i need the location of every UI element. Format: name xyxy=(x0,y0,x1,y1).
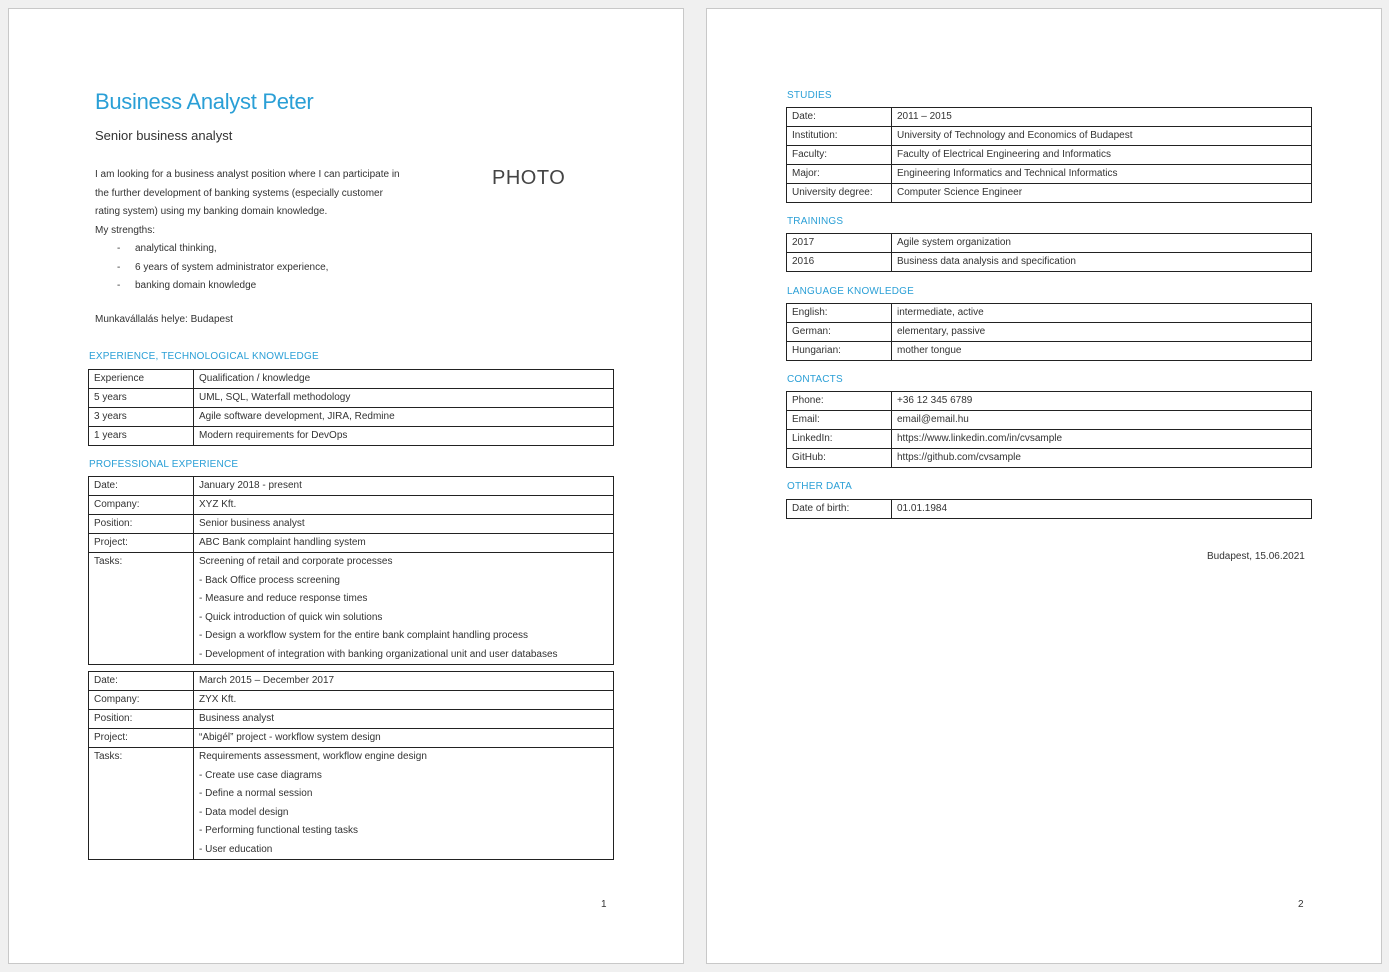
intro-line: rating system) using my banking domain knowledge. xyxy=(95,206,328,217)
other-data-heading: OTHER DATA xyxy=(787,481,852,492)
task-line: - Data model design xyxy=(199,806,289,818)
language-table xyxy=(786,303,1312,361)
table-row: 1 years Modern requirements for DevOps xyxy=(89,427,614,446)
strength-item: - banking domain knowledge xyxy=(95,277,445,296)
bullet: - xyxy=(117,243,121,254)
task-line: - Create use case diagrams xyxy=(199,769,322,781)
task-line: - Quick introduction of quick win solutions xyxy=(199,611,383,623)
job-table-2 xyxy=(88,671,614,860)
experience-heading: EXPERIENCE, TECHNOLOGICAL KNOWLEDGE xyxy=(89,351,319,362)
tasks-cell xyxy=(194,748,614,860)
table-row: Date: March 2015 – December 2017 xyxy=(89,672,614,691)
table-row: Project: “Abigél” project - workflow system design xyxy=(89,729,614,748)
studies-table xyxy=(786,107,1312,203)
table-row: Tasks: Screening of retail and corporate processes - Back Office process screening - Measure and reduce response times - Quick introduction of quick win solutions - Design a workflow system for the entire bank complaint handling process - Development of integration with banking organizational unit and user databases xyxy=(89,553,614,665)
table-row: German: elementary, passive xyxy=(787,323,1312,342)
bullet: - xyxy=(117,261,121,273)
table-row: English: intermediate, active xyxy=(787,304,1312,323)
tasks-cell xyxy=(194,553,614,665)
task-line: - Measure and reduce response times xyxy=(199,593,368,604)
task-line: Screening of retail and corporate processes xyxy=(199,556,393,567)
cv-name: Business Analyst Peter xyxy=(95,89,314,114)
table-row: Project: ABC Bank complaint handling system xyxy=(89,534,614,553)
table-row: Institution: University of Technology and Economics of Budapest xyxy=(787,127,1312,146)
intro-line: the further development of banking systems (especially customer xyxy=(95,187,383,199)
contacts-table xyxy=(786,391,1312,468)
trainings-table xyxy=(786,233,1312,272)
photo-placeholder: PHOTO xyxy=(492,167,566,189)
table-row: University degree: Computer Science Engineer xyxy=(787,184,1312,203)
intro-block xyxy=(95,166,445,296)
page-2 xyxy=(706,8,1382,964)
table-row: Date: 2011 – 2015 xyxy=(787,108,1312,127)
table-row: Company: XYZ Kft. xyxy=(89,496,614,515)
studies-heading: STUDIES xyxy=(787,90,832,101)
task-line: - Development of integration with banking organizational unit and user databases xyxy=(199,648,558,660)
table-row: Faculty: Faculty of Electrical Engineering and Informatics xyxy=(787,146,1312,165)
strengths-label: My strengths: xyxy=(95,224,156,236)
table-row: GitHub: https://github.com/cvsample xyxy=(787,449,1312,468)
location-text: Munkavállalás helye: Budapest xyxy=(95,314,233,325)
cv-subtitle: Senior business analyst xyxy=(95,128,233,143)
task-line: - Back Office process screening xyxy=(199,574,340,586)
table-row: Company: ZYX Kft. xyxy=(89,691,614,710)
other-data-table xyxy=(786,499,1312,519)
intro-line: I am looking for a business analyst position where I can participate in xyxy=(95,169,400,180)
table-row: Position: Business analyst xyxy=(89,710,614,729)
table-row: 3 years Agile software development, JIRA, Redmine xyxy=(89,408,614,427)
table-row: Email: email@email.hu xyxy=(787,411,1312,430)
table-row: 5 years UML, SQL, Waterfall methodology xyxy=(89,389,614,408)
task-line: - User education xyxy=(199,843,273,855)
language-heading: LANGUAGE KNOWLEDGE xyxy=(787,286,914,297)
table-row: Date of birth: 01.01.1984 xyxy=(787,500,1312,519)
professional-experience-heading: PROFESSIONAL EXPERIENCE xyxy=(89,459,239,470)
place-date: Budapest, 15.06.2021 xyxy=(1207,551,1305,562)
task-line: Requirements assessment, workflow engine design xyxy=(199,751,427,762)
page-number: 2 xyxy=(1298,899,1304,910)
table-row: Experience Qualification / knowledge xyxy=(89,370,614,389)
contacts-heading: CONTACTS xyxy=(787,374,843,385)
bullet: - xyxy=(117,280,121,291)
table-row: 2017 Agile system organization xyxy=(787,234,1312,253)
table-row: 2016 Business data analysis and specification xyxy=(787,253,1312,272)
table-row: Tasks: Requirements assessment, workflow engine design - Create use case diagrams - Define a normal session - Data model design - Performing functional testing tasks - User education xyxy=(89,748,614,860)
task-line: - Design a workflow system for the entire bank complaint handling process xyxy=(199,630,529,641)
experience-table xyxy=(88,369,614,446)
strength-item: - 6 years of system administrator experience, xyxy=(95,259,445,278)
table-row: Position: Senior business analyst xyxy=(89,515,614,534)
task-line: - Define a normal session xyxy=(199,788,313,799)
table-row: Date: January 2018 - present xyxy=(89,477,614,496)
table-row: Phone: +36 12 345 6789 xyxy=(787,392,1312,411)
page-number: 1 xyxy=(601,899,607,910)
task-line: - Performing functional testing tasks xyxy=(199,825,358,836)
job-table-1 xyxy=(88,476,614,665)
trainings-heading: TRAININGS xyxy=(787,216,844,227)
page-1 xyxy=(8,8,684,964)
strengths-list xyxy=(95,240,445,296)
table-row: Hungarian: mother tongue xyxy=(787,342,1312,361)
table-row: LinkedIn: https://www.linkedin.com/in/cvsample xyxy=(787,430,1312,449)
table-row: Major: Engineering Informatics and Technical Informatics xyxy=(787,165,1312,184)
strength-item: - analytical thinking, xyxy=(95,240,445,259)
